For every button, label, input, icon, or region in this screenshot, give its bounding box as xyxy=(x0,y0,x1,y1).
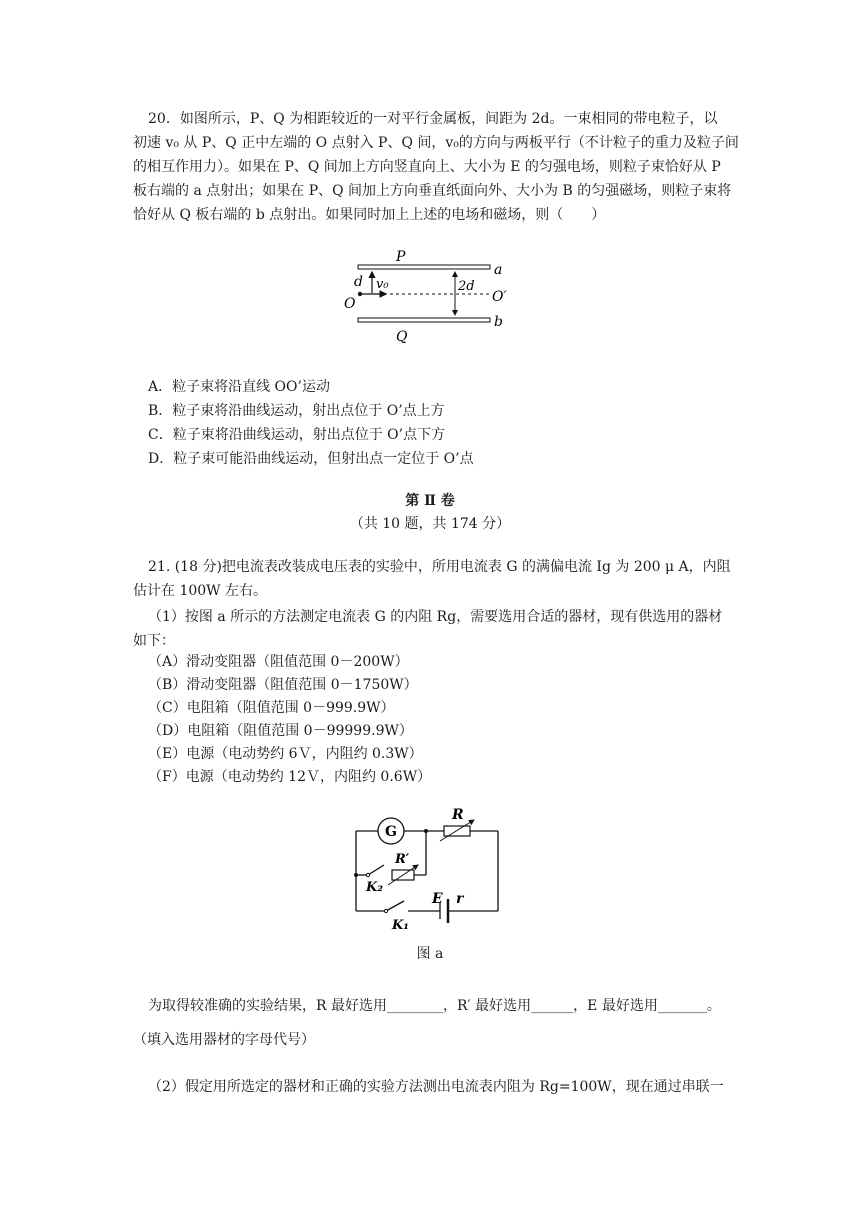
q20-line-3: 的相互作用力）。如果在 P、Q 间加上方向竖直向上、大小为 E 的匀强电场，则粒子束恰好从 P xyxy=(133,159,721,175)
label-g: G xyxy=(385,824,397,840)
q20-option-b: B．粒子束将沿曲线运动，射出点位于 O’点上方 xyxy=(148,403,445,419)
label-r-internal: r xyxy=(456,891,464,907)
label-d: d xyxy=(354,274,363,290)
plate-p xyxy=(358,265,490,269)
plate-q xyxy=(358,318,490,322)
label-o-prime: O′ xyxy=(492,289,507,305)
q21-line-3: （1）按图 a 所示的方法测定电流表 G 的内阻 Rg，需要选用合适的器材，现有供选用的器材 xyxy=(148,609,723,625)
q20-line-2: 初速 v₀ 从 P、Q 正中左端的 O 点射入 P、Q 间，v₀的方向与两板平行（不计粒子的重力及粒子间 xyxy=(133,135,739,151)
parallel-plates-figure xyxy=(340,246,520,346)
label-v0: v₀ xyxy=(376,277,389,292)
switch-k1 xyxy=(386,901,404,911)
q20-line-5: 恰好从 Q 板右端的 b 点射出。如果同时加上上述的电场和磁场，则（ ） xyxy=(133,207,606,223)
q21-line-4: 如下： xyxy=(133,633,175,649)
label-2d: 2d xyxy=(458,279,475,294)
figure-caption: 图 a xyxy=(416,946,444,962)
label-o: O xyxy=(344,296,356,312)
equipment-b: （B）滑动变阻器（阻值范围 0－1750W） xyxy=(148,677,418,693)
label-e: E xyxy=(432,891,443,907)
equipment-c: （C）电阻箱（阻值范围 0－999.9W） xyxy=(148,700,395,716)
label-q: Q xyxy=(396,329,408,345)
q21-line-2: 估计在 100W 左右。 xyxy=(133,583,268,599)
equipment-e: （E）电源（电动势约 6Ｖ，内阻约 0.3W） xyxy=(148,746,423,762)
circuit-figure-a xyxy=(348,805,508,935)
q20-line-1: 20．如图所示，P、Q 为相距较近的一对平行金属板，间距为 2d。一束相同的带电粒子，以 xyxy=(148,111,718,127)
label-b: b xyxy=(494,314,503,330)
q21-line-1: 21. (18 分)把电流表改装成电压表的实验中，所用电流表 G 的满偏电流 Ig 为 200 μ A，内阻 xyxy=(148,559,731,575)
label-r: R xyxy=(452,807,464,823)
answer-note: （填入选用器材的字母代号） xyxy=(133,1032,315,1048)
label-r-prime: R′ xyxy=(395,852,410,867)
switch-k2 xyxy=(368,865,384,875)
equipment-a: （A）滑动变阻器（阻值范围 0－200W） xyxy=(148,654,409,670)
q20-option-d: D．粒子束可能沿曲线运动，但射出点一定位于 O’点 xyxy=(148,451,474,467)
label-a: a xyxy=(494,262,503,278)
section-title: 第 Ⅱ 卷 xyxy=(405,493,455,509)
q21-part-2: （2）假定用所选定的器材和正确的实验方法测出电流表内阻为 Rg=100W，现在通过串联一 xyxy=(148,1079,724,1095)
q20-option-c: C．粒子束将沿曲线运动，射出点位于 O’点下方 xyxy=(148,427,446,443)
label-k1: K₁ xyxy=(392,918,409,933)
answer-line: 为取得较准确的实验结果，R 最好选用________，R′ 最好选用______，E 最好选用_______。 xyxy=(148,998,721,1014)
q20-line-4: 板右端的 a 点射出；如果在 P、Q 间加上方向垂直纸面向外、大小为 B 的匀强磁场，则粒子束将 xyxy=(133,183,732,199)
equipment-d: （D）电阻箱（阻值范围 0－99999.9W） xyxy=(148,723,413,739)
label-p: P xyxy=(396,249,406,265)
section-subtitle: （共 10 题，共 174 分） xyxy=(349,516,511,532)
label-k2: K₂ xyxy=(366,880,383,895)
equipment-f: （F）电源（电动势约 12Ｖ，内阻约 0.6W） xyxy=(148,769,432,785)
q20-option-a: A．粒子束将沿直线 OO’运动 xyxy=(148,379,330,395)
